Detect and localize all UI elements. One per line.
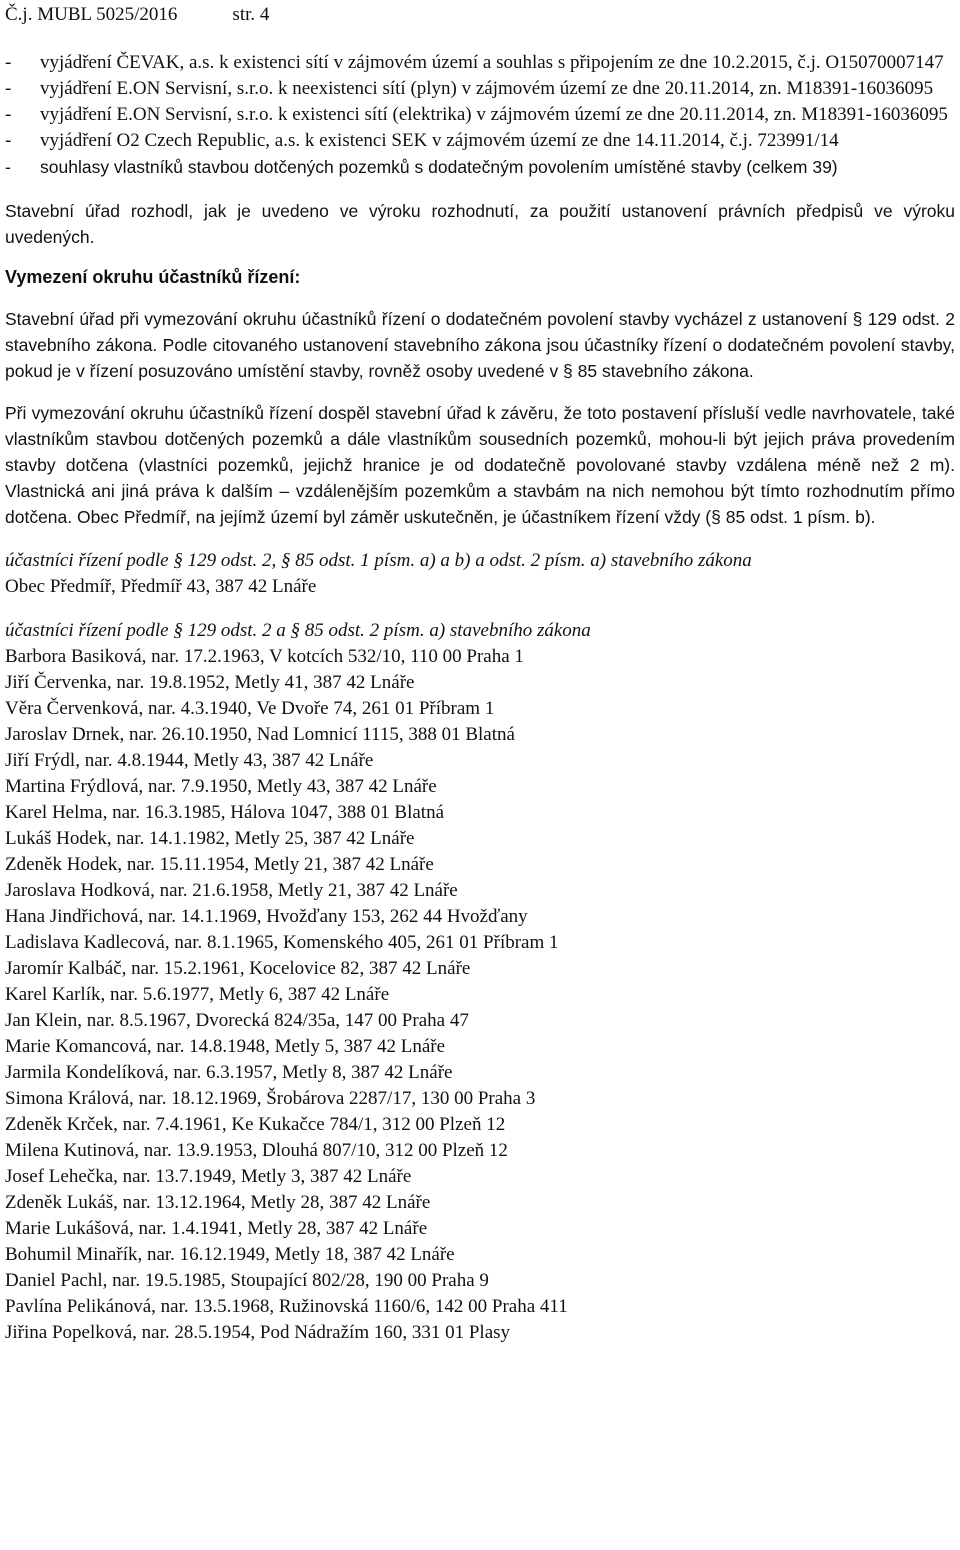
participant-entry: Věra Červenková, nar. 4.3.1940, Ve Dvoře 74, 261 01 Příbram 1 (5, 698, 495, 719)
participant-entry: Ladislava Kadlecová, nar. 8.1.1965, Komenského 405, 261 01 Příbram 1 (5, 932, 559, 953)
reference-number: Č.j. MUBL 5025/2016 (5, 4, 178, 25)
participants-paragraph-1: Stavební úřad při vymezování okruhu účastníků řízení o dodatečném povolení stavby vycházel z ustanovení § 129 odst. 2 stavebního zákona. Podle citovaného ustanovení stavebního zákona jsou účastníky řízení o dodatečném povolení stavby, pokud je v řízení posuzováno umístění stavby, rovněž osoby uvedené v § 85 stavebního zákona. (5, 309, 955, 381)
participant-entry: Martina Frýdlová, nar. 7.9.1950, Metly 43, 387 42 Lnáře (5, 776, 437, 797)
participants-paragraph-2: Při vymezování okruhu účastníků řízení dospěl stavební úřad k závěru, že toto postavení přísluší vedle navrhovatele, také vlastníkům stavbou dotčených pozemků a dále vlastníkům sousedních pozemků, mohou-li být jejich práva provedením stavby dotčena (vlastníci pozemků, jejichž hranice je od dodatečně povolované stavby vzdálena méně než 2 m). Vlastnická ani jiná práva k dalším – vzdálenějším pozemkům a stavbám na nich nemohou být tímto rozhodnutím přímo dotčena. Obec Předmíř, na jejímž území byl záměr uskutečněn, je účastníkem řízení vždy (§ 85 odst. 1 písm. b). (5, 403, 955, 527)
page-number: str. 4 (232, 4, 270, 25)
participant-entry: Zdeněk Krček, nar. 7.4.1961, Ke Kukačce 784/1, 312 00 Plzeň 12 (5, 1114, 506, 1135)
participant-entry: Jiří Červenka, nar. 19.8.1952, Metly 41, 387 42 Lnáře (5, 672, 415, 693)
participant-entry: Daniel Pachl, nar. 19.5.1985, Stoupající 802/28, 190 00 Praha 9 (5, 1270, 489, 1291)
participant-entry: Simona Králová, nar. 18.12.1969, Šrobárova 2287/17, 130 00 Praha 3 (5, 1088, 536, 1109)
participants-group-heading: účastníci řízení podle § 129 odst. 2 a § 85 odst. 2 písm. a) stavebního zákona (5, 620, 591, 641)
participants-heading: Vymezení okruhu účastníků řízení: (5, 267, 301, 287)
opinion-item: - vyjádření ČEVAK, a.s. k existenci sítí v zájmovém území a souhlas s připojením ze dne 10.2.2015, č.j. O15070007147 (5, 52, 944, 73)
participant-entry: Jaromír Kalbáč, nar. 15.2.1961, Kocelovice 82, 387 42 Lnáře (5, 958, 471, 979)
participant-entry: Josef Lehečka, nar. 13.7.1949, Metly 3, 387 42 Lnáře (5, 1166, 412, 1187)
document-page (0, 2, 960, 1550)
participant-entry: Obec Předmíř, Předmíř 43, 387 42 Lnáře (5, 576, 317, 597)
participant-entry: Pavlína Pelikánová, nar. 13.5.1968, Ružinovská 1160/6, 142 00 Praha 411 (5, 1296, 568, 1317)
participant-entry: Zdeněk Hodek, nar. 15.11.1954, Metly 21, 387 42 Lnáře (5, 854, 434, 875)
participant-entry: Barbora Basiková, nar. 17.2.1963, V kotcích 532/10, 110 00 Praha 1 (5, 646, 524, 667)
page-header (5, 2, 955, 28)
participant-entry: Hana Jindřichová, nar. 14.1.1969, Hvožďany 153, 262 44 Hvožďany (5, 906, 528, 927)
participants-list (5, 644, 955, 1346)
participant-entry: Karel Helma, nar. 16.3.1985, Hálova 1047, 388 01 Blatná (5, 802, 445, 823)
participants-group-heading: účastníci řízení podle § 129 odst. 2, § 85 odst. 1 písm. a) a b) a odst. 2 písm. a) stavebního zákona (5, 550, 752, 571)
participant-entry: Marie Komancová, nar. 14.8.1948, Metly 5, 387 42 Lnáře (5, 1036, 446, 1057)
opinion-item: - vyjádření E.ON Servisní, s.r.o. k existenci sítí (elektrika) v zájmovém území ze dne 20.11.2014, zn. M18391-16036095 (5, 104, 948, 125)
participant-entry: Bohumil Minařík, nar. 16.12.1949, Metly 18, 387 42 Lnáře (5, 1244, 455, 1265)
decision-paragraph: Stavební úřad rozhodl, jak je uvedeno ve výroku rozhodnutí, za použití ustanovení právních předpisů ve výroku uvedených. (5, 201, 955, 247)
participant-entry: Karel Karlík, nar. 5.6.1977, Metly 6, 387 42 Lnáře (5, 984, 390, 1005)
participant-entry: Jiřina Popelková, nar. 28.5.1954, Pod Nádražím 160, 331 01 Plasy (5, 1322, 511, 1343)
participant-entry: Marie Lukášová, nar. 1.4.1941, Metly 28, 387 42 Lnáře (5, 1218, 428, 1239)
participant-entry: Milena Kutinová, nar. 13.9.1953, Dlouhá 807/10, 312 00 Plzeň 12 (5, 1140, 508, 1161)
participant-entry: Zdeněk Lukáš, nar. 13.12.1964, Metly 28, 387 42 Lnáře (5, 1192, 431, 1213)
opinions-list (5, 50, 955, 180)
participant-entry: Jaroslava Hodková, nar. 21.6.1958, Metly 21, 387 42 Lnáře (5, 880, 458, 901)
participant-entry: Jiří Frýdl, nar. 4.8.1944, Metly 43, 387 42 Lnáře (5, 750, 374, 771)
participant-entry: Jarmila Kondelíková, nar. 6.3.1957, Metly 8, 387 42 Lnáře (5, 1062, 453, 1083)
opinion-item: - vyjádření E.ON Servisní, s.r.o. k neexistenci sítí (plyn) v zájmovém území ze dne 20.11.2014, zn. M18391-16036095 (5, 78, 934, 99)
participants-list (5, 574, 955, 600)
participant-entry: Lukáš Hodek, nar. 14.1.1982, Metly 25, 387 42 Lnáře (5, 828, 415, 849)
participant-entry: Jaroslav Drnek, nar. 26.10.1950, Nad Lomnicí 1115, 388 01 Blatná (5, 724, 515, 745)
opinion-item: - souhlasy vlastníků stavbou dotčených pozemků s dodatečným povolením umístěné stavby (celkem 39) (5, 157, 838, 177)
opinion-item: - vyjádření O2 Czech Republic, a.s. k existenci SEK v zájmovém území ze dne 14.11.2014, č.j. 723991/14 (5, 130, 839, 151)
participant-entry: Jan Klein, nar. 8.5.1967, Dvorecká 824/35a, 147 00 Praha 47 (5, 1010, 469, 1031)
